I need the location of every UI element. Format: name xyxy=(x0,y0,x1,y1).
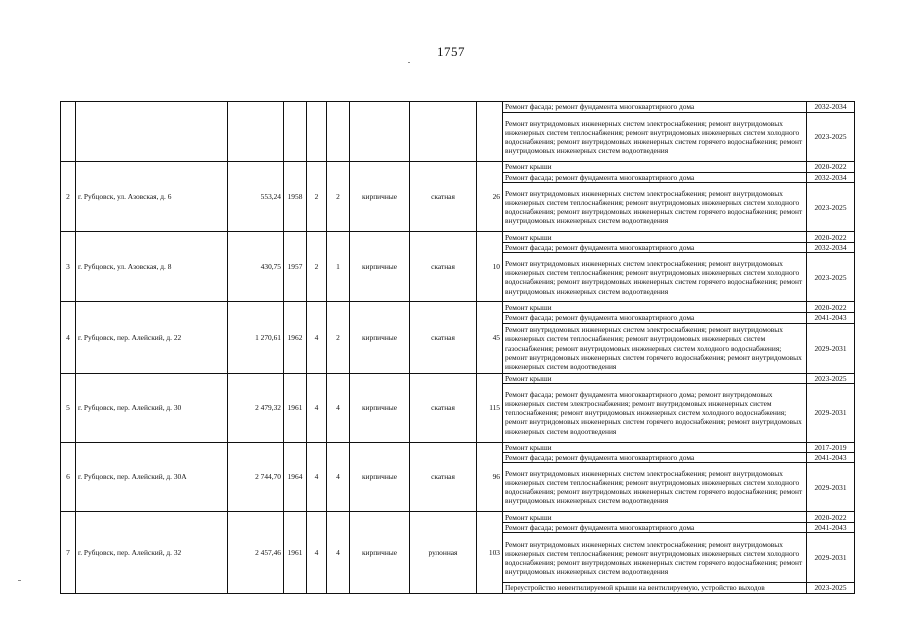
cell-residents: 45 xyxy=(477,302,503,373)
cell-work-period: 2029-2031 xyxy=(807,323,855,373)
cell-number: 6 xyxy=(61,442,76,511)
cell-address: г. Рубцовск, пер. Алейский, д. 30 xyxy=(76,373,228,442)
cell-work-period: 2023-2025 xyxy=(807,113,855,162)
cell-walls: кирпичные xyxy=(350,442,410,511)
cell-work-period: 2023-2025 xyxy=(807,373,855,383)
cell-work-name: Ремонт внутридомовых инженерных систем электроснабжения; ремонт внутридомовых инженерных систем теплоснабжения; ремонт внутридомовых инженерных систем холодного водоснабжения; ремонт внутридомовых инженерных систем горячего водоснабжения; ремонт внутридомовых инженерных систем водоотведения xyxy=(503,183,807,232)
cell-walls: кирпичные xyxy=(350,373,410,442)
scan-speck xyxy=(408,62,410,63)
cell-entrances: 4 xyxy=(327,373,350,442)
cell-walls: кирпичные xyxy=(350,302,410,373)
table-row xyxy=(61,232,855,243)
cell-work-name: Ремонт фасада; ремонт фундамента многоквартирного дома; ремонт внутридомовых инженерных систем электроснабжения; ремонт внутридомовых инженерных систем теплоснабжения; ремонт внутридомовых инженерных систем холодного водоснабжения; ремонт внутридомовых инженерных систем горячего водоснабжения; ремонт внутридомовых инженерных систем водоотведения xyxy=(503,383,807,442)
cell-entrances: 1 xyxy=(327,232,350,302)
cell-work-name: Ремонт внутридомовых инженерных систем электроснабжения; ремонт внутридомовых инженерных систем теплоснабжения; ремонт внутридомовых инженерных систем холодного водоснабжения; ремонт внутридомовых инженерных систем горячего водоснабжения; ремонт внутридомовых инженерных систем водоотведения xyxy=(503,463,807,512)
cell-walls: кирпичные xyxy=(350,232,410,302)
cell-work-name: Ремонт фасада; ремонт фундамента многоквартирного дома xyxy=(503,243,807,253)
cell-work-period: 2029-2031 xyxy=(807,463,855,512)
cell-number: 2 xyxy=(61,162,76,232)
cell-work-name: Ремонт фасада; ремонт фундамента многоквартирного дома xyxy=(503,102,807,113)
cell-number: 7 xyxy=(61,512,76,593)
cell-area: 553,24 xyxy=(228,162,284,232)
cell-work-name: Ремонт фасада; ремонт фундамента многоквартирного дома xyxy=(503,313,807,323)
cell-work-name: Ремонт крыши xyxy=(503,162,807,173)
cell-work-name: Ремонт внутридомовых инженерных систем электроснабжения; ремонт внутридомовых инженерных систем теплоснабжения; ремонт внутридомовых инженерных систем газоснабжения; ремонт внутридомовых инженерных систем холодного водоснабжения; ремонт внутридомовых инженерных систем горячего водоснабжения; ремонт внутридомовых инженерных систем водоотведения xyxy=(503,323,807,373)
cell-entrances: 2 xyxy=(327,162,350,232)
cell-work-period: 2020-2022 xyxy=(807,162,855,173)
cell-area: 2 457,46 xyxy=(228,512,284,593)
cell-area: 2 479,32 xyxy=(228,373,284,442)
cell-address: г. Рубцовск, пер. Алейский, д. 30А xyxy=(76,442,228,511)
table-row xyxy=(61,302,855,313)
cell-address xyxy=(76,102,228,162)
cell-work-period: 2029-2031 xyxy=(807,533,855,583)
cell-entrances: 2 xyxy=(327,302,350,373)
cell-year: 1964 xyxy=(284,442,307,511)
cell-roof: скатная xyxy=(410,232,477,302)
cell-year: 1961 xyxy=(284,373,307,442)
cell-year: 1957 xyxy=(284,232,307,302)
cell-number: 4 xyxy=(61,302,76,373)
cell-residents: 26 xyxy=(477,162,503,232)
cell-work-name: Ремонт внутридомовых инженерных систем электроснабжения; ремонт внутридомовых инженерных систем теплоснабжения; ремонт внутридомовых инженерных систем холодного водоснабжения; ремонт внутридомовых инженерных систем горячего водоснабжения; ремонт внутридомовых инженерных систем водоотведения xyxy=(503,533,807,583)
cell-work-period: 2023-2025 xyxy=(807,253,855,302)
cell-work-name: Ремонт внутридомовых инженерных систем электроснабжения; ремонт внутридомовых инженерных систем теплоснабжения; ремонт внутридомовых инженерных систем холодного водоснабжения; ремонт внутридомовых инженерных систем горячего водоснабжения; ремонт внутридомовых инженерных систем водоотведения xyxy=(503,253,807,302)
cell-year: 1961 xyxy=(284,512,307,593)
cell-work-period: 2020-2022 xyxy=(807,232,855,243)
cell-work-period: 2023-2025 xyxy=(807,183,855,232)
cell-number xyxy=(61,102,76,162)
cell-entrances: 4 xyxy=(327,442,350,511)
cell-address: г. Рубцовск, ул. Азовская, д. 8 xyxy=(76,232,228,302)
table-row xyxy=(61,373,855,383)
cell-work-name: Ремонт крыши xyxy=(503,373,807,383)
cell-work-name: Переустройство невентилируемой крыши на вентилируемую, устройство выходов xyxy=(503,583,807,593)
cell-address: г. Рубцовск, пер. Алейский, д. 22 xyxy=(76,302,228,373)
cell-year: 1962 xyxy=(284,302,307,373)
cell-area xyxy=(228,102,284,162)
cell-work-period: 2020-2022 xyxy=(807,512,855,523)
cell-work-period: 2023-2025 xyxy=(807,583,855,593)
cell-area: 430,75 xyxy=(228,232,284,302)
cell-roof xyxy=(410,102,477,162)
cell-residents: 96 xyxy=(477,442,503,511)
cell-work-period: 2032-2034 xyxy=(807,102,855,113)
table-row xyxy=(61,102,855,113)
cell-floors: 4 xyxy=(307,512,327,593)
cell-year xyxy=(284,102,307,162)
cell-work-name: Ремонт внутридомовых инженерных систем электроснабжения; ремонт внутридомовых инженерных систем теплоснабжения; ремонт внутридомовых инженерных систем холодного водоснабжения; ремонт внутридомовых инженерных систем горячего водоснабжения; ремонт внутридомовых инженерных систем водоотведения xyxy=(503,113,807,162)
cell-number: 5 xyxy=(61,373,76,442)
cell-work-period: 2029-2031 xyxy=(807,383,855,442)
cell-area: 1 270,61 xyxy=(228,302,284,373)
scan-speck xyxy=(18,580,21,581)
cell-residents: 103 xyxy=(477,512,503,593)
cell-work-name: Ремонт крыши xyxy=(503,442,807,452)
cell-work-name: Ремонт фасада; ремонт фундамента многоквартирного дома xyxy=(503,523,807,533)
cell-walls: кирпичные xyxy=(350,162,410,232)
table-row xyxy=(61,512,855,523)
table-body xyxy=(61,102,855,594)
cell-number: 3 xyxy=(61,232,76,302)
cell-walls xyxy=(350,102,410,162)
cell-residents: 10 xyxy=(477,232,503,302)
cell-work-name: Ремонт фасада; ремонт фундамента многоквартирного дома xyxy=(503,453,807,463)
cell-roof: скатная xyxy=(410,302,477,373)
cell-work-name: Ремонт крыши xyxy=(503,302,807,313)
table-row xyxy=(61,162,855,173)
table-row xyxy=(61,442,855,452)
cell-floors: 4 xyxy=(307,302,327,373)
cell-roof: скатная xyxy=(410,162,477,232)
cell-roof: скатная xyxy=(410,373,477,442)
page-number: 1757 xyxy=(437,44,465,59)
cell-residents: 115 xyxy=(477,373,503,442)
housing-repair-table xyxy=(60,101,855,594)
cell-entrances xyxy=(327,102,350,162)
cell-floors: 4 xyxy=(307,442,327,511)
cell-work-name: Ремонт фасада; ремонт фундамента многоквартирного дома xyxy=(503,173,807,183)
cell-floors xyxy=(307,102,327,162)
cell-year: 1958 xyxy=(284,162,307,232)
cell-roof: скатная xyxy=(410,442,477,511)
cell-residents xyxy=(477,102,503,162)
cell-work-period: 2020-2022 xyxy=(807,302,855,313)
cell-floors: 4 xyxy=(307,373,327,442)
cell-work-period: 2041-2043 xyxy=(807,523,855,533)
cell-roof: рулонная xyxy=(410,512,477,593)
cell-work-period: 2041-2043 xyxy=(807,453,855,463)
cell-floors: 2 xyxy=(307,162,327,232)
cell-work-period: 2041-2043 xyxy=(807,313,855,323)
cell-work-period: 2032-2034 xyxy=(807,243,855,253)
cell-entrances: 4 xyxy=(327,512,350,593)
cell-walls: кирпичные xyxy=(350,512,410,593)
cell-work-period: 2032-2034 xyxy=(807,173,855,183)
cell-address: г. Рубцовск, пер. Алейский, д. 32 xyxy=(76,512,228,593)
cell-work-period: 2017-2019 xyxy=(807,442,855,452)
cell-area: 2 744,70 xyxy=(228,442,284,511)
cell-address: г. Рубцовск, ул. Азовская, д. 6 xyxy=(76,162,228,232)
cell-floors: 2 xyxy=(307,232,327,302)
cell-work-name: Ремонт крыши xyxy=(503,232,807,243)
cell-work-name: Ремонт крыши xyxy=(503,512,807,523)
